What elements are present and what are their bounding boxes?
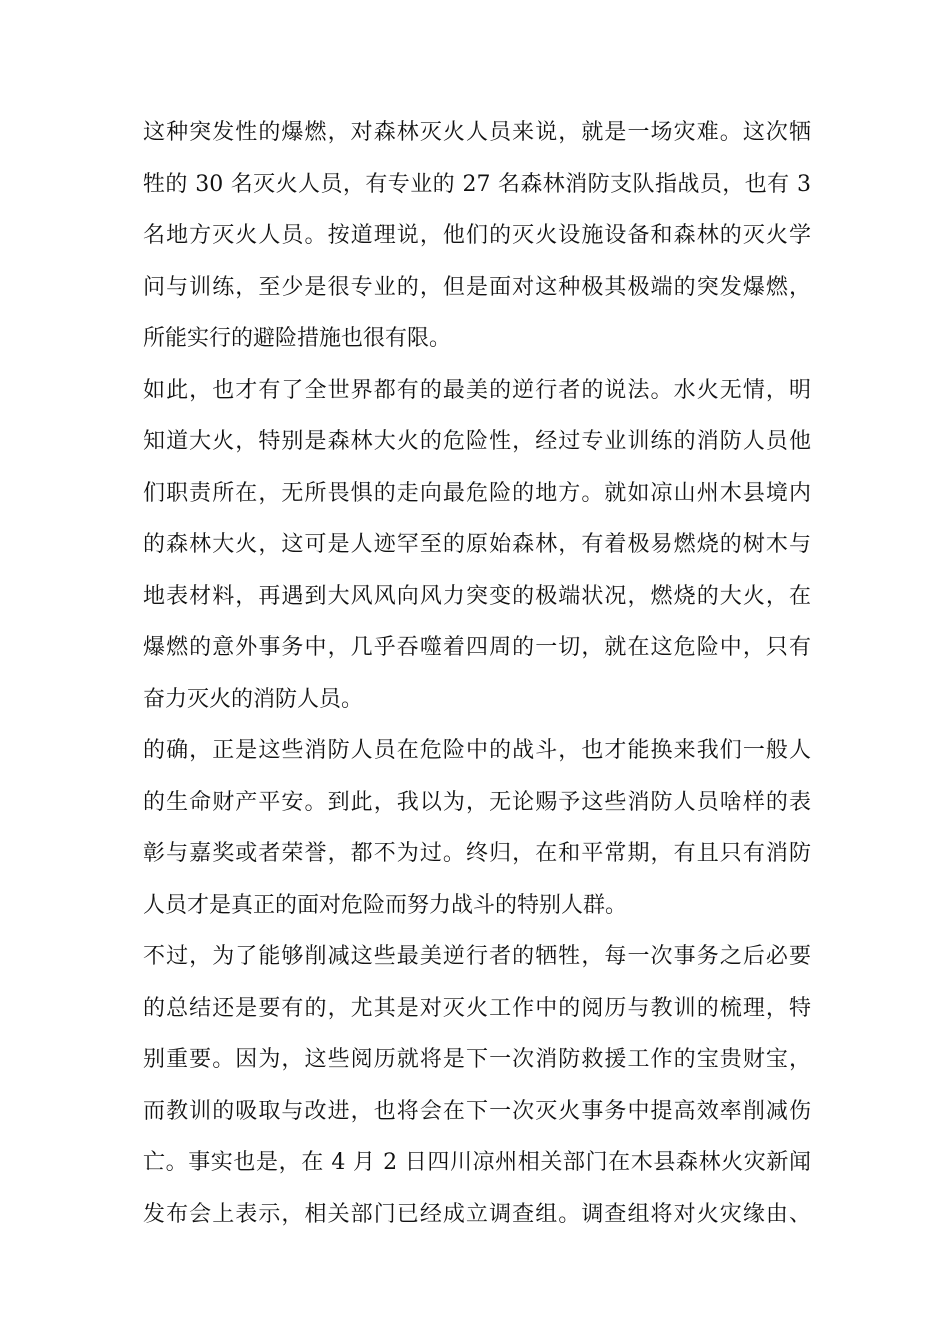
text-line: 的森林大火，这可是人迹罕至的原始森林，有着极易燃烧的树木与: [143, 532, 811, 557]
text-line: 而教训的吸取与改进，也将会在下一次灭火事务中提高效率削减伤: [143, 1098, 811, 1124]
text-line: 的总结还是要有的，尤其是对灭火工作中的阅历与教训的梳理，特: [143, 995, 811, 1021]
text-line: 知道大火，特别是森林大火的危险性，经过专业训练的消防人员他: [143, 429, 811, 454]
document-body: [143, 107, 811, 1240]
text-line: 亡。事实也是，在 4 月 2 日四川凉州相关部门在木县森林火灾新闻: [143, 1150, 811, 1175]
text-line: 的生命财产平安。到此，我以为，无论赐予这些消防人员啥样的表: [143, 789, 811, 815]
text-line: 奋力灭火的消防人员。: [143, 686, 364, 712]
paragraph-2: [143, 365, 811, 726]
text-line: 地表材料，再遇到大风风向风力突变的极端状况，燃烧的大火，在: [143, 583, 811, 609]
paragraph-4: [143, 931, 811, 1240]
text-line: 问与训练，至少是很专业的，但是面对这种极其极端的突发爆燃，: [143, 274, 811, 300]
text-line: 们职责所在，无所畏惧的走向最危险的地方。就如凉山州木县境内: [143, 480, 811, 506]
text-line: 不过，为了能够削减这些最美逆行者的牺牲，每一次事务之后必要: [143, 944, 811, 969]
paragraph-3: [143, 725, 811, 931]
text-line: 牲的 30 名灭火人员，有专业的 27 名森林消防支队指战员，也有 3: [143, 171, 811, 197]
text-line: 的确，正是这些消防人员在危险中的战斗，也才能换来我们一般人: [143, 738, 811, 763]
text-line: 这种突发性的爆燃，对森林灭火人员来说，就是一场灾难。这次牺: [143, 120, 811, 145]
text-line: 名地方灭火人员。按道理说，他们的灭火设施设备和森林的灭火学: [143, 223, 811, 248]
text-line: 所能实行的避险措施也很有限。: [143, 326, 452, 351]
text-line: 爆燃的意外事务中，几乎吞噬着四周的一切，就在这危险中，只有: [143, 635, 811, 660]
text-line: 别重要。因为，这些阅历就将是下一次消防救援工作的宝贵财宝，: [143, 1047, 811, 1072]
text-line: 如此，也才有了全世界都有的最美的逆行者的说法。水火无情，明: [143, 377, 811, 403]
text-line: 发布会上表示，相关部门已经成立调查组。调查组将对火灾缘由、: [143, 1201, 811, 1227]
paragraph-1: [143, 107, 811, 365]
text-line: 彰与嘉奖或者荣誉，都不为过。终归，在和平常期，有且只有消防: [143, 841, 811, 866]
text-line: 人员才是真正的面对危险而努力战斗的特别人群。: [143, 892, 628, 918]
